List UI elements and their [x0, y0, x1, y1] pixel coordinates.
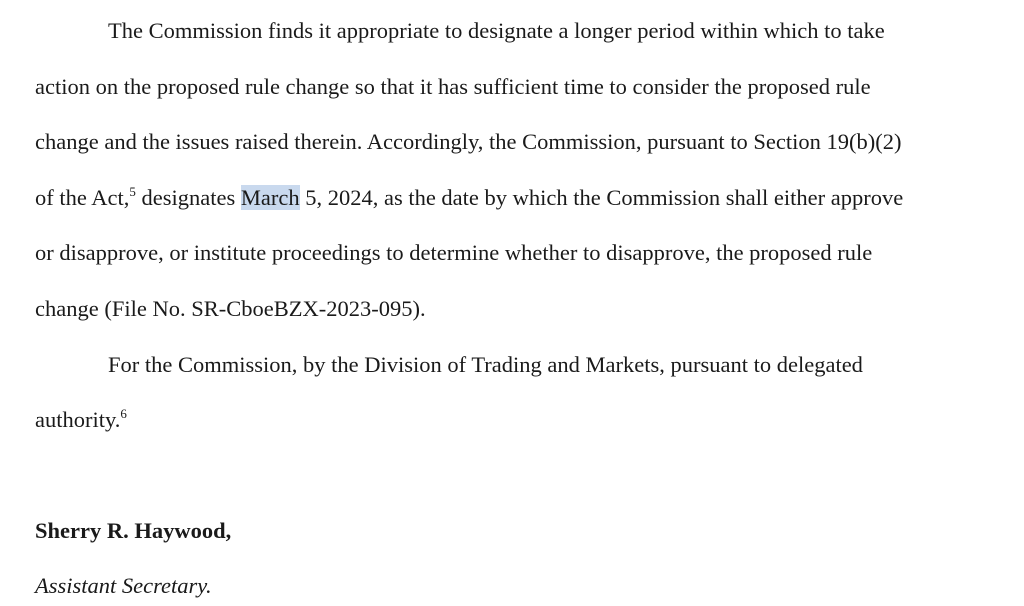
paragraph-1-line-3: change and the issues raised therein. Accordingly, the Commission, pursuant to Section 19(b)(2) [35, 129, 902, 154]
paragraph-1-line-4 [35, 184, 903, 212]
signatory-name: Sherry R. Haywood, [35, 518, 232, 543]
paragraph-1-line-6: change (File No. SR-CboeBZX-2023-095). [35, 296, 426, 321]
paragraph-1-line-1: The Commission finds it appropriate to designate a longer period within which to take [108, 18, 885, 43]
paragraph-2-line-1: For the Commission, by the Division of Trading and Markets, pursuant to delegated [108, 352, 863, 377]
paragraph-1-line-5: or disapprove, or institute proceedings to determine whether to disapprove, the proposed rule [35, 240, 873, 265]
paragraph-2-line-2 [35, 406, 127, 434]
line-4-middle: designates [135, 185, 241, 210]
line-4-start: of the Act, [35, 185, 130, 210]
authority-text: authority. [35, 407, 121, 432]
paragraph-1-line-2: action on the proposed rule change so that it has sufficient time to consider the proposed rule [35, 74, 871, 99]
footnote-marker-5[interactable]: 5 [129, 184, 136, 199]
selected-text-march[interactable]: March [240, 185, 300, 210]
signatory-title: Assistant Secretary. [35, 573, 212, 598]
line-4-end: 5, 2024, as the date by which the Commission shall either approve [299, 185, 904, 210]
footnote-marker-6[interactable]: 6 [120, 406, 127, 421]
